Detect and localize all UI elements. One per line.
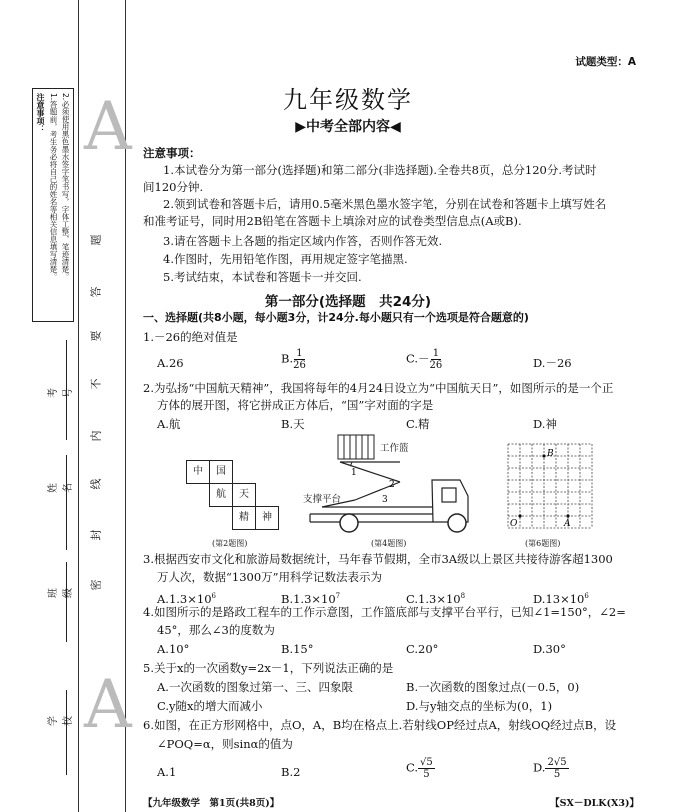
field-label: 班级: [48, 588, 74, 598]
seal-char-2: 答: [89, 286, 103, 298]
page-title: 九年级数学: [283, 86, 413, 114]
q3-line1: 3.根据西安市文化和旅游局数据统计，马年春节假期，全市3A级以上景区共接待游客超1300: [143, 552, 613, 566]
page-subtitle: ▶中考全部内容◀: [295, 119, 401, 135]
angle-1-label: 1: [351, 468, 357, 478]
note-line: 1.本试卷分为第一部分(选择题)和第二部分(非选择题).全卷共8页，总分120分.考试时: [163, 163, 597, 177]
footer-left: 【九年级数学 第1页(共8页)】: [143, 798, 280, 809]
field-label: 学校: [48, 716, 74, 726]
seal-char-3: 要: [89, 330, 103, 342]
seal-char-5: 内: [89, 430, 103, 442]
q3-option-a[interactable]: $A.1.3\times 10^6$: [157, 591, 216, 606]
note-line: 5.考试结束，本试卷和答题卡一并交回.: [163, 270, 362, 284]
seal-char-4: 不: [89, 378, 103, 390]
fig4-caption: (第4题图): [371, 539, 407, 548]
q4-option-a[interactable]: A.10°: [157, 642, 190, 656]
q6-option-c[interactable]: C. $\frac{√5}{5}$: [406, 757, 433, 780]
point-o-label: O: [510, 519, 518, 529]
side-notice-title: 注意事项：: [36, 93, 45, 133]
cube-net-figure: [186, 460, 276, 535]
field-name[interactable]: [48, 455, 74, 550]
seal-char-7: 封: [89, 529, 103, 541]
side-notice-1: 1.答题前，考生务必将自己的姓名等相关信息填写清楚。: [49, 93, 58, 281]
seal-char-8: 密: [89, 579, 103, 591]
q2-option-c[interactable]: C.精: [406, 417, 430, 431]
q5-stem: 5.关于x的一次函数y=2x－1，下列说法正确的是: [143, 661, 394, 675]
big-letter-a-top: A: [84, 88, 132, 165]
q4-option-b[interactable]: B.15°: [281, 642, 314, 656]
part1-title: 第一部分(选择题 共24分): [264, 294, 432, 310]
q6-line2: ∠POQ=α，则sinα的值为: [157, 737, 293, 751]
field-class[interactable]: [48, 562, 74, 642]
net-cell: 中: [186, 460, 210, 484]
q6-option-d[interactable]: D. $\frac{2√5}{5}$: [533, 757, 567, 780]
angle-3-label: 3: [382, 495, 388, 505]
seal-char-6: 线: [89, 478, 103, 490]
q4-option-d[interactable]: D.30°: [533, 642, 566, 656]
note-line: 4.作图时，先用铅笔作图，再用规定签字笔描黑.: [163, 252, 408, 266]
q5-option-d[interactable]: D.与y轴交点的坐标为(0，1): [406, 699, 553, 713]
note-line: 间120分钟.: [143, 180, 204, 194]
exam-type-label: 试题类型：A: [575, 56, 636, 68]
field-exam-number[interactable]: [48, 340, 74, 440]
net-cell: 天: [232, 483, 256, 507]
grid-figure: [506, 442, 596, 534]
section-title: 一、选择题(共8小题，每小题3分，计24分.每小题只有一个选项是符合题意的): [143, 311, 529, 324]
fig2-caption: (第2题图): [212, 539, 248, 548]
footer-right: 【SX－DLK(X3)】: [550, 798, 639, 809]
note-line: 2.领到试卷和答题卡后，请用0.5毫米黑色墨水签字笔，分别在试卷和答题卡上填写姓名: [163, 197, 607, 211]
q5-option-b[interactable]: B.一次函数的图象过点(－0.5，0): [406, 680, 580, 694]
q1-option-b[interactable]: B. $\frac{1}{26}$: [281, 348, 306, 371]
notes-title: 注意事项：: [143, 146, 201, 160]
side-notice-box: [32, 88, 74, 322]
big-letter-a-bottom: A: [84, 666, 132, 743]
q6-option-a[interactable]: A.1: [157, 765, 177, 779]
net-cell: 国: [209, 460, 233, 484]
fig4-label-platform: 支撑平台: [303, 494, 342, 505]
q2-option-a[interactable]: A.航: [157, 417, 181, 431]
angle-2-label: 2: [389, 480, 395, 490]
side-notice-2: 2.必须使用黑色墨水签字笔书写，字体工整，笔迹清楚。: [61, 93, 70, 281]
fig4-label-basket: 工作篮: [380, 443, 409, 454]
q3-option-d[interactable]: $D.13\times 10^6$: [533, 591, 589, 606]
q5-option-c[interactable]: C.y随x的增大而减小: [157, 699, 263, 713]
q2-option-d[interactable]: D.神: [533, 417, 557, 431]
point-a-label: A: [564, 519, 571, 529]
note-line: 和准考证号，同时用2B铅笔在答题卡上填涂对应的试卷类型信息点(A或B).: [143, 214, 522, 228]
q4-line1: 4.如图所示的是路政工程车的工作示意图，工作篮底部与支撑平台平行，已知∠1=150°，∠2=: [143, 605, 626, 619]
q3-option-b[interactable]: $B.1.3\times 10^7$: [281, 591, 341, 606]
q3-option-c[interactable]: $C.1.3\times 10^8$: [406, 591, 466, 606]
q1-option-c[interactable]: C.－ $\frac{1}{26}$: [406, 348, 443, 371]
net-cell: 航: [209, 483, 233, 507]
q5-option-a[interactable]: A.一次函数的图象过第一、三、四象限: [157, 680, 353, 694]
note-line: 3.请在答题卡上各题的指定区域内作答，否则作答无效.: [163, 234, 443, 248]
q2-line1: 2.为弘扬“中国航天精神”，我国将每年的4月24日设立为“中国航天日”，如图所示的是一个正: [143, 381, 614, 395]
q1-option-a[interactable]: A.26: [157, 356, 184, 370]
fig6-caption: (第6题图): [525, 539, 561, 548]
q1-stem: 1.－26的绝对值是: [143, 330, 238, 344]
q4-line2: 45°，那么∠3的度数为: [157, 623, 275, 637]
q3-line2: 万人次，数据“1300万”用科学记数法表示为: [157, 570, 383, 584]
field-school[interactable]: [48, 690, 74, 775]
field-label: 姓名: [48, 483, 74, 493]
q6-option-b[interactable]: B.2: [281, 765, 301, 779]
q6-line1: 6.如图，在正方形网格中，点O，A，B均在格点上.若射线OP经过点A，射线OQ经过点B，设: [143, 718, 617, 732]
work-basket: [338, 435, 374, 459]
q1-option-d[interactable]: D.－26: [533, 356, 572, 370]
net-cell: 精: [232, 506, 256, 530]
q2-option-b[interactable]: B.天: [281, 417, 305, 431]
seal-char-1: 题: [89, 234, 103, 246]
q4-option-c[interactable]: C.20°: [406, 642, 439, 656]
binding-line-outer: [78, 0, 79, 812]
net-cell: 神: [255, 506, 279, 530]
point-b-label: B: [547, 449, 554, 459]
q2-line2: 方体的展开图，将它拼成正方体后，“国”字对面的字是: [157, 398, 434, 412]
field-label: 考号: [48, 388, 74, 398]
